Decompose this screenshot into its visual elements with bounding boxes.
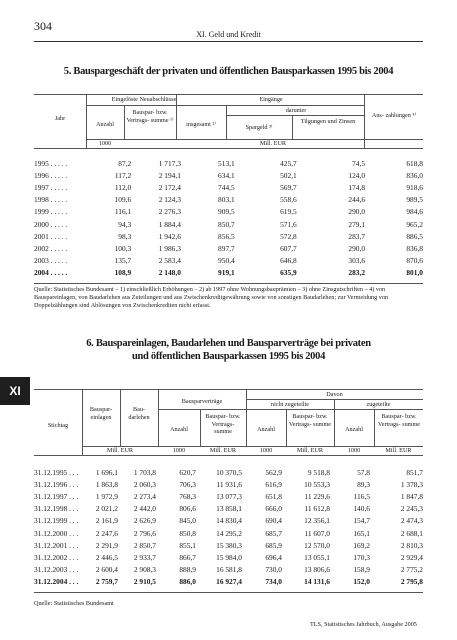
table6-row <box>34 515 423 527</box>
table5-cell: 618,8 <box>406 158 423 168</box>
table5-cell: 909,5 <box>218 207 235 217</box>
table5-cell: 569,7 <box>280 182 297 192</box>
table5-cell: 744,5 <box>218 182 235 192</box>
table6-cell: 169,2 <box>353 540 370 550</box>
table5-row-label: 2003 . . . . . <box>34 256 68 266</box>
table6-cell: 2 161,9 <box>95 516 118 526</box>
table5-row <box>34 157 423 169</box>
table6-cell: 10 370,5 <box>216 467 242 477</box>
table5-cell: 108,9 <box>114 268 132 278</box>
table6-col-baudarlehen: Bau- darlehen <box>128 406 150 421</box>
table5-cell: 290,0 <box>348 207 366 217</box>
table5-cell: 502,1 <box>280 170 297 180</box>
table6-col-summe-2: Bauspar- bzw. Vertrags- summe <box>288 413 332 428</box>
table5-cell: 950,4 <box>218 256 235 266</box>
table5-cell: 646,8 <box>280 256 297 266</box>
table5-cell: 850,7 <box>218 219 235 229</box>
table6-unit-1000-2: 1000 <box>259 447 273 454</box>
table5-cell: 984,6 <box>406 207 423 217</box>
table5-unit-mill-eur: Mill. EUR <box>259 140 287 147</box>
table5-row-label: 1995 . . . . . <box>34 158 68 168</box>
table5-cell: 572,8 <box>280 231 297 241</box>
table6-cell: 140,6 <box>353 504 370 514</box>
table5-body <box>34 157 423 279</box>
table5-cell: 112,0 <box>114 182 132 192</box>
table5-cell: 100,3 <box>114 243 132 253</box>
table5-unit-1000: 1000 <box>98 140 112 147</box>
table6-cell: 14 830,4 <box>216 516 242 526</box>
table5-cell: 303,6 <box>348 256 366 266</box>
table5-cell: 918,6 <box>406 182 423 192</box>
table6-cell: 690,4 <box>265 516 282 526</box>
table5-row <box>34 218 423 230</box>
table5-row-label: 1996 . . . . . <box>34 170 68 180</box>
table6-row <box>34 576 423 588</box>
table6-cell: 2 021,2 <box>95 504 118 514</box>
table5-title: 5. Bauspargeschäft der privaten und öffentlichen Bausparkassen 1995 bis 2004 <box>63 66 394 77</box>
table6-cell: 851,7 <box>406 467 423 477</box>
table6-unit-1000-1: 1000 <box>172 447 186 454</box>
table5-cell: 897,7 <box>218 243 235 253</box>
table6-cell: 158,9 <box>353 565 370 575</box>
table6-row <box>34 503 423 515</box>
table6-cell: 562,9 <box>265 467 282 477</box>
table6-cell: 11 607,0 <box>304 528 330 538</box>
table6-col-nicht-zugeteilte: nicht zugeteilte <box>271 401 309 408</box>
table5-cell: 1 986,3 <box>158 243 181 253</box>
table6-cell: 1 703,8 <box>133 467 156 477</box>
table5-cell: 886,5 <box>406 231 423 241</box>
table6-cell: 15 380,3 <box>216 540 242 550</box>
table6-cell: 616,9 <box>265 479 282 489</box>
table5-cell: 116,1 <box>114 207 132 217</box>
table5-col-darunter: darunter <box>285 107 307 114</box>
table5-cell: 989,5 <box>406 195 423 205</box>
table6-cell: 12 356,1 <box>304 516 330 526</box>
table5-cell: 801,0 <box>406 268 423 278</box>
page-number: 304 <box>34 19 52 33</box>
header-rule <box>34 41 423 42</box>
table6-cell: 14 295,2 <box>216 528 242 538</box>
table6-row-label: 31.12.1999 . . . <box>34 516 79 526</box>
table6-cell: 11 229,6 <box>304 491 330 501</box>
table6-col-zugeteilte: zugeteilte <box>366 401 391 408</box>
table5-col-spargeld: Spargeld ³⁾ <box>245 124 273 131</box>
table6-cell: 2 600,4 <box>95 565 118 575</box>
table6-col-stichtag: Stichtag <box>47 422 69 429</box>
table6-cell: 1 847,8 <box>400 491 423 501</box>
table6-cell: 1 863,8 <box>95 479 118 489</box>
table5-row <box>34 181 423 193</box>
table5-cell: 1 717,3 <box>158 158 181 168</box>
table6-cell: 2 810,3 <box>400 540 423 550</box>
page-footer: TLS, Statistisches Jahrbuch, Ausgabe 2005 <box>310 621 417 628</box>
table6-cell: 1 378,3 <box>400 479 423 489</box>
table6-cell: 14 131,6 <box>304 577 330 587</box>
table5-col-insgesamt: insgesamt ²⁾ <box>186 121 216 128</box>
table6-bottom-rule <box>34 592 423 593</box>
table6-cell: 15 984,0 <box>216 552 242 562</box>
table5-row-label: 2001 . . . . . <box>34 231 68 241</box>
table5-cell: 919,1 <box>218 268 235 278</box>
table6-cell: 16 927,4 <box>216 577 242 587</box>
table6-cell: 685,9 <box>265 540 282 550</box>
table5-cell: 803,1 <box>218 195 235 205</box>
table5-row-label: 2002 . . . . . <box>34 243 68 253</box>
table6-cell: 806,6 <box>179 504 196 514</box>
table6-cell: 706,3 <box>179 479 196 489</box>
table5-cell: 634,1 <box>218 170 235 180</box>
table6-cell: 10 553,3 <box>304 479 330 489</box>
table5-col-tilgungen: Tilgungen und Zinsen <box>300 118 356 125</box>
table6-col-anzahl-2: Anzahl <box>257 426 275 433</box>
table5-row <box>34 169 423 181</box>
table6-row-label: 31.12.1996 . . . <box>34 479 79 489</box>
table6-title-line1: 6. Bauspareinlagen, Baudarlehen und Bausparverträge bei privaten <box>86 338 371 349</box>
table5-cell: 836,8 <box>406 243 423 253</box>
table5-cell: 2 276,3 <box>158 207 181 217</box>
table5-cell: 965,2 <box>406 219 423 229</box>
table5-col-bausparsumme: Bauspar- bzw. Vertrags- summe ¹⁾ <box>126 109 174 124</box>
table5-cell: 283,7 <box>348 231 366 241</box>
table6-col-davon: Davon <box>326 391 343 398</box>
table5-cell: 94,3 <box>118 219 132 229</box>
table5-col-auszahlungen: Aus- zahlungen ⁴⁾ <box>371 112 417 119</box>
table5-col-eingeloeste: Eingelöste Neuabschlüsse <box>111 96 177 103</box>
table6-cell: 116,5 <box>353 491 370 501</box>
table6-col-bauspareinlagen: Bauspar- einlagen <box>89 406 113 421</box>
table5-cell: 425,7 <box>280 158 297 168</box>
table6-unit-1000-3: 1000 <box>347 447 361 454</box>
table6-cell: 1 696,1 <box>95 467 118 477</box>
table6-cell: 734,0 <box>265 577 282 587</box>
table6-cell: 2 795,8 <box>400 577 423 587</box>
table6-cell: 2 908,3 <box>133 565 156 575</box>
table5-cell: 607,7 <box>280 243 297 253</box>
table6-cell: 2 850,7 <box>133 540 156 550</box>
table6-cell: 2 796,6 <box>133 528 156 538</box>
table5-footnote: Quelle: Statistisches Bundesamt – 1) einschließlich Erhöhungen – 2) ab 1997 ohne Wohnungsbauprämien – 3) ohne Zinsgutschriften – 4) von Bauspareinlagen, von Baudarlehen aus Zuteilungen und aus Zwischenkreditgewährung sowie von sonstigen Baudarlehen; zur Vermeidung von Doppelzählungen sind Ablösungen von Zwischenkrediten nicht erfasst. <box>34 286 389 309</box>
table6-cell: 9 518,8 <box>307 467 330 477</box>
table6-cell: 850,8 <box>179 528 196 538</box>
table6-cell: 2 273,4 <box>133 491 156 501</box>
table5-cell: 2 148,0 <box>158 268 181 278</box>
table6-cell: 886,0 <box>179 577 196 587</box>
table6-cell: 12 570,0 <box>304 540 330 550</box>
table6-cell: 11 612,8 <box>304 504 330 514</box>
table6-cell: 2 759,7 <box>95 577 118 587</box>
table6-source: Quelle: Statistisches Bundesamt <box>34 600 114 607</box>
table5-cell: 124,0 <box>348 170 366 180</box>
table6-cell: 13 858,1 <box>216 504 242 514</box>
table6-cell: 16 581,8 <box>216 565 242 575</box>
table6-unit-mill-eur-2: Mill. EUR <box>209 447 237 454</box>
table5-row <box>34 255 423 267</box>
table6-row-label: 31.12.2003 . . . <box>34 565 79 575</box>
table6-cell: 154,7 <box>353 516 370 526</box>
table6-cell: 666,0 <box>265 504 282 514</box>
table5-row-label: 2004 . . . . . <box>34 268 68 278</box>
table6-col-anzahl-3: Anzahl <box>345 426 363 433</box>
table6-row-label: 31.12.2001 . . . <box>34 540 79 550</box>
table5-cell: 1 884,4 <box>158 219 181 229</box>
table6-row-label: 31.12.2002 . . . <box>34 552 79 562</box>
table6-cell: 620,7 <box>179 467 196 477</box>
table6-unit-mill-eur-1: Mill. EUR <box>106 447 134 454</box>
table5-cell: 87,2 <box>118 158 132 168</box>
table6-cell: 866,7 <box>179 552 196 562</box>
table6-col-bausparvertraege: Bausparverträge <box>181 398 223 405</box>
table6-cell: 2 929,4 <box>400 552 423 562</box>
table6-cell: 2 910,5 <box>133 577 156 587</box>
table6-row-label: 31.12.2000 . . . <box>34 528 79 538</box>
table6-title <box>34 337 423 363</box>
table6-cell: 2 775,2 <box>400 565 423 575</box>
table5-row <box>34 230 423 242</box>
table5-cell: 244,6 <box>348 195 366 205</box>
table6-row <box>34 490 423 502</box>
table5-row-label: 2000 . . . . . <box>34 219 68 229</box>
table6-cell: 165,1 <box>353 528 370 538</box>
table6-row <box>34 466 423 478</box>
table5-cell: 870,6 <box>406 256 423 266</box>
table6-cell: 2 247,6 <box>95 528 118 538</box>
table5-row-label: 1999 . . . . . <box>34 207 68 217</box>
table5-cell: 856,5 <box>218 231 235 241</box>
table6-cell: 2 291,9 <box>95 540 118 550</box>
table6-cell: 13 806,6 <box>304 565 330 575</box>
chapter-title: XI. Geld und Kredit <box>196 30 261 39</box>
table6-cell: 651,8 <box>265 491 282 501</box>
table5-cell: 619,5 <box>280 207 297 217</box>
table6-title-line2: und öffentlichen Bausparkassen 1995 bis 2004 <box>131 351 326 362</box>
table6-cell: 2 245,3 <box>400 504 423 514</box>
table5-cell: 290,0 <box>348 243 366 253</box>
table5-row <box>34 267 423 279</box>
table5-row <box>34 194 423 206</box>
table6-row <box>34 564 423 576</box>
table5-closing-rule <box>34 283 423 284</box>
table6-unit-mill-eur-3: Mill. EUR <box>296 447 324 454</box>
table6-cell: 13 077,3 <box>216 491 242 501</box>
table5-col-anzahl: Anzahl <box>96 121 114 128</box>
table6-cell: 152,0 <box>353 577 370 587</box>
table5-col-jahr: Jahr <box>54 115 66 122</box>
table5-cell: 98,3 <box>118 231 132 241</box>
table6-body <box>34 466 423 588</box>
table6-row-label: 31.12.2004 . . . <box>34 577 79 587</box>
table6-cell: 888,9 <box>179 565 196 575</box>
table6-cell: 89,3 <box>357 479 370 489</box>
table6-row <box>34 478 423 490</box>
table6-cell: 13 055,1 <box>304 552 330 562</box>
table5-col-eingaenge: Eingänge <box>259 96 283 103</box>
table5-cell: 1 942,6 <box>158 231 181 241</box>
table6-cell: 2 060,3 <box>133 479 156 489</box>
table6-cell: 845,0 <box>179 516 196 526</box>
table5-cell: 571,6 <box>280 219 297 229</box>
table5-cell: 74,5 <box>352 158 366 168</box>
table5-cell: 174,8 <box>348 182 366 192</box>
table5-row-label: 1998 . . . . . <box>34 195 68 205</box>
table6-cell: 2 442,0 <box>133 504 156 514</box>
table5-cell: 635,9 <box>280 268 297 278</box>
table6-cell: 1 972,9 <box>95 491 118 501</box>
table5-cell: 117,2 <box>114 170 132 180</box>
table6-row <box>34 551 423 563</box>
table6-cell: 685,7 <box>265 528 282 538</box>
table5-row-label: 1997 . . . . . <box>34 182 68 192</box>
table5-cell: 2 124,3 <box>158 195 181 205</box>
table6-cell: 170,3 <box>353 552 370 562</box>
table6-cell: 730,0 <box>265 565 282 575</box>
table5-cell: 2 583,4 <box>158 256 181 266</box>
table5-cell: 279,1 <box>348 219 366 229</box>
table6-cell: 855,1 <box>179 540 196 550</box>
table6-cell: 11 931,6 <box>216 479 242 489</box>
table6-row-label: 31.12.1998 . . . <box>34 504 79 514</box>
table6-cell: 768,3 <box>179 491 196 501</box>
table6-cell: 57,8 <box>357 467 370 477</box>
table5-cell: 283,2 <box>348 268 366 278</box>
table6-cell: 2 688,1 <box>400 528 423 538</box>
table6-row <box>34 527 423 539</box>
table6-cell: 2 474,3 <box>400 516 423 526</box>
table6-row-label: 31.12.1997 . . . <box>34 491 79 501</box>
table6-row <box>34 539 423 551</box>
chapter-side-tab: XI <box>0 377 30 405</box>
table6-col-anzahl-1: Anzahl <box>170 426 188 433</box>
table5-cell: 109,6 <box>114 195 132 205</box>
table5-cell: 135,7 <box>114 256 132 266</box>
table6-unit-mill-eur-4: Mill. EUR <box>385 447 412 454</box>
table5-cell: 2 194,1 <box>158 170 181 180</box>
table6-col-summe-1: Bauspar- bzw. Vertrags- summe <box>205 413 241 435</box>
table5-cell: 513,1 <box>218 158 235 168</box>
table6-row-label: 31.12.1995 . . . <box>34 467 79 477</box>
table6-cell: 2 933,7 <box>133 552 156 562</box>
table5-cell: 2 172,4 <box>158 182 181 192</box>
table6-cell: 2 446,5 <box>95 552 118 562</box>
table5-row <box>34 242 423 254</box>
table5-row <box>34 206 423 218</box>
table6-col-summe-3: Bauspar- bzw. Vertrags- summe <box>377 413 421 428</box>
table5-cell: 836,0 <box>406 170 423 180</box>
table5-cell: 558,6 <box>280 195 297 205</box>
table6-cell: 696,4 <box>265 552 282 562</box>
table6-cell: 2 626,9 <box>133 516 156 526</box>
